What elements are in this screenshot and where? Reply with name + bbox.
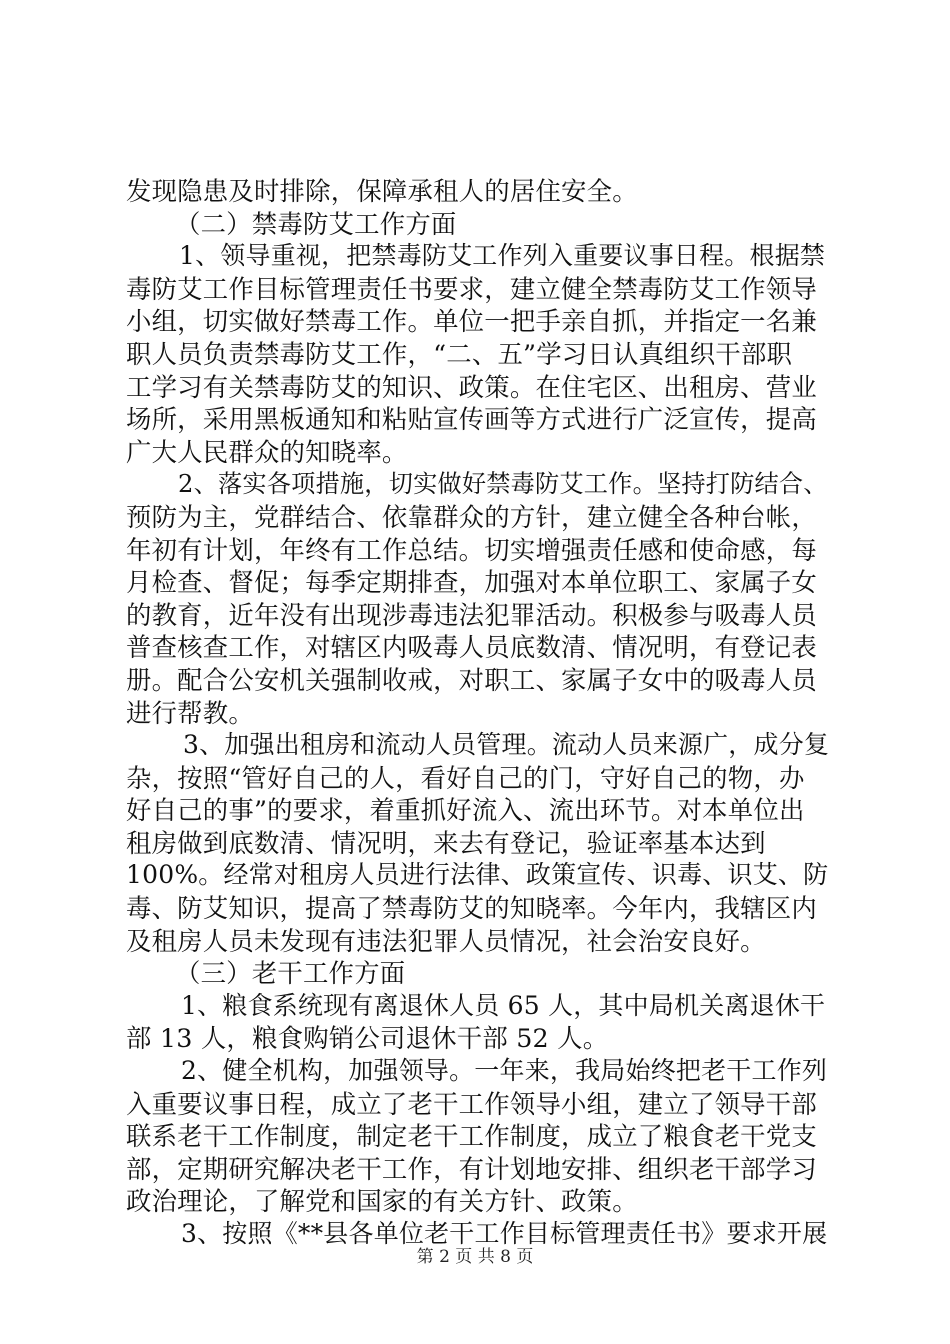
paragraph-line: 2、落实各项措施，切实做好禁毒防艾工作。坚持打防结合、: [178, 470, 828, 499]
paragraph-line: 联系老干工作制度，制定老干工作制度，成立了粮食老干党支: [126, 1121, 817, 1152]
paragraph-line: 2、健全机构，加强领导。一年来，我局始终把老干工作列: [181, 1056, 828, 1086]
section-heading: （三）老干工作方面: [175, 958, 406, 989]
paragraph-line: 3、加强出租房和流动人员管理。流动人员来源广，成分复: [183, 730, 830, 760]
paragraph-line: 及租房人员未发现有违法犯罪人员情况，社会治安良好。: [126, 925, 766, 956]
paragraph-line: 场所，采用黑板通知和粘贴宣传画等方式进行广泛宣传，提高: [126, 404, 817, 435]
paragraph-line: 年初有计划，年终有工作总结。切实增强责任感和使命感，每: [126, 534, 817, 565]
paragraph-line: 1、粮食系统现有离退休人员 65 人，其中局机关离退休干: [181, 990, 826, 1020]
paragraph-line: 部 13 人，粮食购销公司退休干部 52 人。: [126, 1023, 609, 1054]
document-body: [126, 175, 834, 1251]
paragraph-line: 入重要议事日程，成立了老干工作领导小组，建立了领导干部: [126, 1088, 817, 1119]
paragraph-line: 部，定期研究解决老干工作，有计划地安排、组织老干部学习: [126, 1153, 817, 1184]
paragraph-line: 月检查、督促；每季定期排查，加强对本单位职工、家属子女: [126, 567, 817, 598]
paragraph-line: 小组，切实做好禁毒工作。单位一把手亲自抓，并指定一名兼: [126, 306, 817, 337]
paragraph-line: 好自己的事”的要求，着重抓好流入、流出环节。对本单位出: [126, 795, 805, 826]
paragraph-line: 毒、防艾知识，提高了禁毒防艾的知晓率。今年内，我辖区内: [126, 893, 817, 924]
paragraph-line: 册。配合公安机关强制收戒，对职工、家属子女中的吸毒人员: [126, 664, 817, 695]
paragraph-line: 职人员负责禁毒防艾工作，“二、五”学习日认真组织干部职: [126, 338, 793, 369]
page-number-footer: 第 2 页 共 8 页: [416, 1247, 534, 1267]
paragraph-line: 1、领导重视，把禁毒防艾工作列入重要议事日程。根据禁: [179, 241, 826, 271]
paragraph-line: 普查核查工作，对辖区内吸毒人员底数清、情况明，有登记表: [126, 632, 817, 663]
section-heading: （二）禁毒防艾工作方面: [175, 208, 457, 239]
paragraph-line: 租房做到底数清、情况明，来去有登记，验证率基本达到: [126, 827, 766, 858]
paragraph-line: 3、按照《**县各单位老干工作目标管理责任书》要求开展: [181, 1219, 828, 1248]
paragraph-line: 100%。经常对租房人员进行法律、政策宣传、识毒、识艾、防: [126, 860, 829, 890]
text-line: 发现隐患及时排除，保障承租人的居住安全。: [126, 176, 638, 206]
paragraph-line: 毒防艾工作目标管理责任书要求，建立健全禁毒防艾工作领导: [126, 273, 817, 304]
paragraph-line: 政治理论，了解党和国家的有关方针、政策。: [126, 1186, 638, 1217]
paragraph-line: 工学习有关禁毒防艾的知识、政策。在住宅区、出租房、营业: [126, 371, 817, 402]
paragraph-line: 杂，按照“管好自己的人，看好自己的门，守好自己的物，办: [126, 762, 805, 793]
paragraph-line: 预防为主，党群结合、依靠群众的方针，建立健全各种台帐，: [126, 501, 817, 532]
paragraph-line: 广大人民群众的知晓率。: [126, 436, 408, 467]
paragraph-line: 进行帮教。: [126, 697, 254, 728]
paragraph-line: 的教育，近年没有出现涉毒违法犯罪活动。积极参与吸毒人员: [126, 599, 817, 630]
